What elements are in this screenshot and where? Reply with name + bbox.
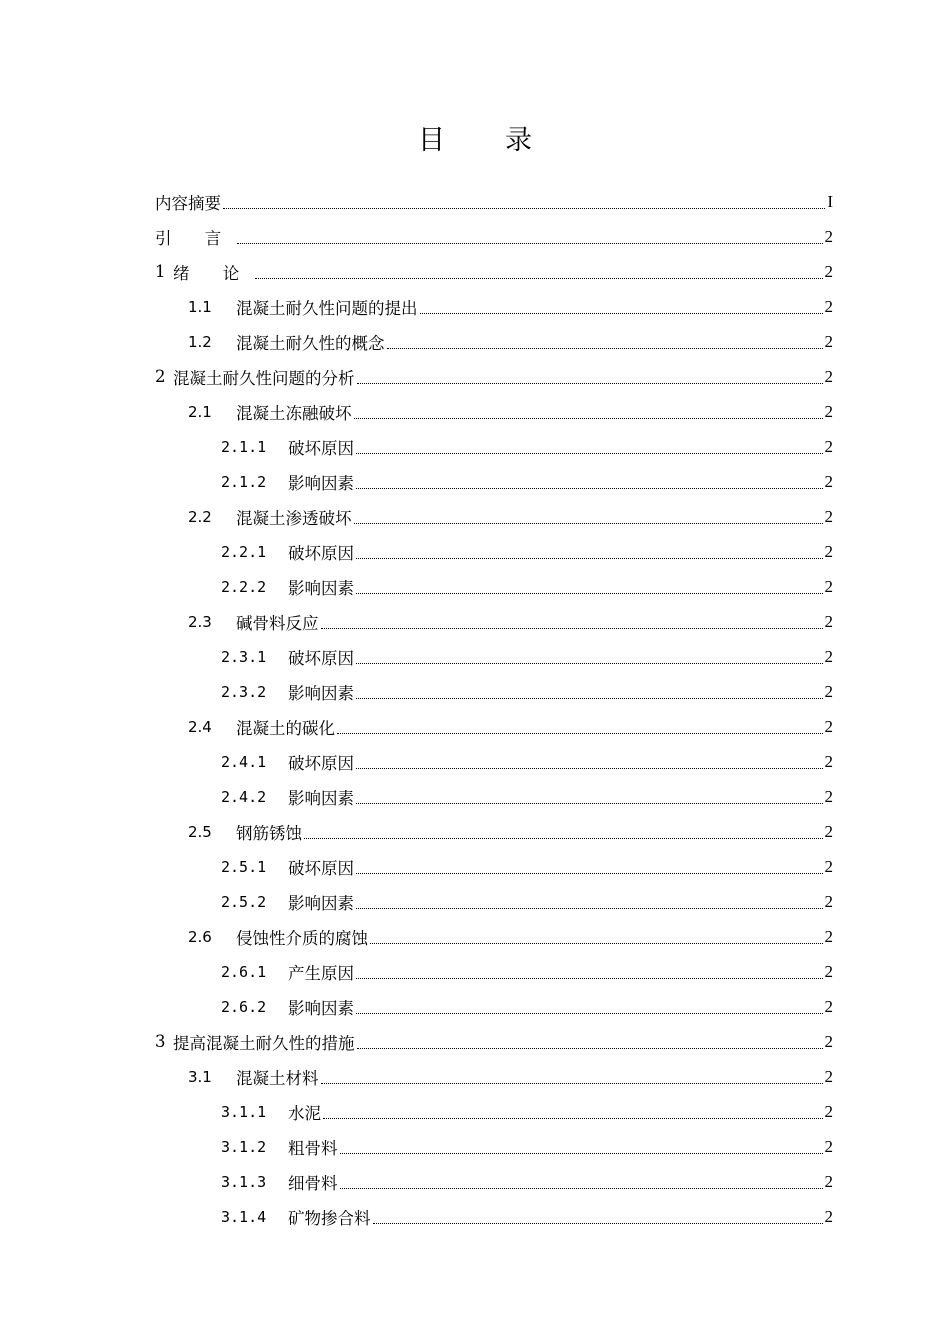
- toc-entry-text: 侵蚀性介质的腐蚀: [236, 928, 368, 948]
- toc-entry-page-number: 2: [824, 1066, 833, 1086]
- toc-title-char-2: 录: [505, 125, 532, 156]
- toc-entry-text: 引 言: [155, 228, 236, 248]
- toc-entry[interactable]: [155, 499, 833, 534]
- toc-entry[interactable]: [155, 849, 833, 884]
- toc-entry-text: 影响因素: [288, 473, 354, 493]
- toc-entry-page-number: 2: [824, 1206, 833, 1226]
- toc-entry-label: [155, 610, 319, 634]
- toc-entry[interactable]: [155, 569, 833, 604]
- toc-dot-leader: [255, 278, 822, 279]
- toc-dot-leader: [387, 348, 823, 349]
- toc-entry-text: 混凝土的碳化: [236, 718, 335, 738]
- toc-entry-page-number: 2: [824, 681, 833, 701]
- toc-entry[interactable]: [155, 674, 833, 709]
- toc-entry-page-number: 2: [824, 611, 833, 631]
- toc-entry-text: 细骨料: [288, 1173, 338, 1193]
- toc-dot-leader: [370, 943, 823, 944]
- toc-entry-label: [155, 435, 354, 459]
- toc-entry-page-number: I: [827, 191, 833, 211]
- toc-title: [0, 118, 950, 157]
- toc-entry-label: [155, 1100, 321, 1124]
- toc-entry-text: 影响因素: [288, 893, 354, 913]
- toc-entry-number: 2.3.2: [221, 682, 267, 701]
- toc-entry-page-number: 2: [824, 541, 833, 561]
- toc-entry[interactable]: [155, 534, 833, 569]
- toc-entry-text: 产生原因: [288, 963, 354, 983]
- toc-entry-text: 破坏原因: [288, 543, 354, 563]
- toc-entry-text: 破坏原因: [288, 438, 354, 458]
- toc-entry-page-number: 2: [824, 996, 833, 1016]
- toc-entry-page-number: 2: [824, 1136, 833, 1156]
- toc-entry-number: 2.6.2: [221, 997, 267, 1016]
- toc-entry-label: [155, 890, 354, 914]
- toc-entry[interactable]: [155, 1024, 833, 1059]
- toc-dot-leader: [356, 978, 823, 979]
- toc-entry[interactable]: [155, 1199, 833, 1234]
- toc-entry-page-number: 2: [824, 926, 833, 946]
- toc-title-char-1: 目: [418, 125, 445, 156]
- toc-entry[interactable]: [155, 1094, 833, 1129]
- toc-entry-number: 3.1.2: [221, 1137, 267, 1156]
- toc-entry-page-number: 2: [824, 821, 833, 841]
- toc-dot-leader: [323, 1118, 823, 1119]
- toc-entry-text: 矿物掺合料: [288, 1208, 371, 1228]
- toc-entry[interactable]: [155, 884, 833, 919]
- toc-entry-page-number: 2: [824, 506, 833, 526]
- toc-dot-leader: [356, 698, 823, 699]
- toc-dot-leader: [356, 663, 823, 664]
- toc-entry-text: 影响因素: [288, 788, 354, 808]
- table-of-contents: [155, 184, 833, 1234]
- toc-entry-text: 混凝土耐久性问题的分析: [173, 368, 355, 388]
- toc-dot-leader: [321, 628, 823, 629]
- toc-entry-label: [155, 400, 352, 424]
- toc-entry-text: 内容摘要: [155, 193, 221, 213]
- toc-entry-label: [155, 925, 368, 949]
- toc-entry-label: [155, 330, 385, 354]
- toc-entry-text: 混凝土耐久性问题的提出: [236, 298, 418, 318]
- toc-entry[interactable]: [155, 989, 833, 1024]
- toc-entry-text: 水泥: [288, 1103, 321, 1123]
- toc-entry-number: 2.5: [188, 822, 212, 841]
- toc-entry[interactable]: [155, 289, 833, 324]
- toc-dot-leader: [356, 488, 823, 489]
- toc-entry-number: 2.4.2: [221, 787, 267, 806]
- toc-dot-leader: [357, 1048, 823, 1049]
- toc-entry-page-number: 2: [824, 331, 833, 351]
- toc-entry-page-number: 2: [824, 716, 833, 736]
- toc-entry[interactable]: [155, 1059, 833, 1094]
- toc-entry-text: 影响因素: [288, 998, 354, 1018]
- toc-dot-leader: [340, 1153, 823, 1154]
- toc-entry-label: [155, 995, 354, 1019]
- toc-entry-text: 影响因素: [288, 683, 354, 703]
- toc-entry-label: [155, 960, 354, 984]
- toc-entry-number: 3: [155, 1032, 166, 1051]
- toc-entry[interactable]: [155, 359, 833, 394]
- toc-entry[interactable]: [155, 1164, 833, 1199]
- toc-entry-page-number: 2: [824, 436, 833, 456]
- toc-dot-leader: [357, 383, 823, 384]
- toc-entry-label: [155, 190, 221, 214]
- toc-entry-label: [155, 260, 253, 284]
- toc-dot-leader: [356, 803, 823, 804]
- toc-entry[interactable]: [155, 429, 833, 464]
- toc-entry-number: 2.3: [188, 612, 212, 631]
- toc-entry[interactable]: [155, 464, 833, 499]
- toc-entry-page-number: 2: [824, 786, 833, 806]
- toc-entry-number: 3.1.3: [221, 1172, 267, 1191]
- toc-entry-label: [155, 680, 354, 704]
- toc-entry-label: [155, 1030, 355, 1054]
- toc-dot-leader: [356, 768, 823, 769]
- toc-entry[interactable]: [155, 394, 833, 429]
- toc-dot-leader: [337, 733, 823, 734]
- toc-entry-text: 钢筋锈蚀: [236, 823, 302, 843]
- toc-entry[interactable]: [155, 254, 833, 289]
- toc-entry-number: 2.1.2: [221, 472, 267, 491]
- toc-entry[interactable]: [155, 219, 833, 254]
- toc-entry-text: 混凝土耐久性的概念: [236, 333, 385, 353]
- toc-dot-leader: [356, 593, 823, 594]
- toc-entry-label: [155, 365, 355, 389]
- toc-entry-text: 提高混凝土耐久性的措施: [173, 1033, 355, 1053]
- toc-entry-label: [155, 820, 302, 844]
- toc-entry[interactable]: [155, 814, 833, 849]
- toc-entry-text: 影响因素: [288, 578, 354, 598]
- toc-entry-number: 2.5.1: [221, 857, 267, 876]
- toc-entry-number: 2.4: [188, 717, 212, 736]
- toc-entry-label: [155, 575, 354, 599]
- toc-entry-page-number: 2: [824, 401, 833, 421]
- toc-entry[interactable]: [155, 604, 833, 639]
- toc-entry-text: 破坏原因: [288, 648, 354, 668]
- toc-entry-label: [155, 750, 354, 774]
- toc-dot-leader: [321, 1083, 823, 1084]
- toc-entry-number: 2.6: [188, 927, 212, 946]
- toc-entry-page-number: 2: [824, 226, 833, 246]
- toc-entry-label: [155, 470, 354, 494]
- toc-entry-label: [155, 645, 354, 669]
- toc-entry-page-number: 2: [824, 961, 833, 981]
- toc-entry-text: 破坏原因: [288, 753, 354, 773]
- toc-dot-leader: [420, 313, 823, 314]
- toc-entry-text: 破坏原因: [288, 858, 354, 878]
- toc-entry-number: 1: [155, 262, 166, 281]
- toc-entry-number: 2.2.2: [221, 577, 267, 596]
- toc-entry-label: [155, 295, 418, 319]
- toc-dot-leader: [354, 418, 823, 419]
- toc-dot-leader: [304, 838, 823, 839]
- toc-entry-page-number: 2: [824, 366, 833, 386]
- toc-entry-page-number: 2: [824, 646, 833, 666]
- toc-dot-leader: [356, 558, 823, 559]
- toc-entry-text: 碱骨料反应: [236, 613, 319, 633]
- toc-dot-leader: [356, 1013, 823, 1014]
- toc-entry-label: [155, 1170, 338, 1194]
- toc-dot-leader: [340, 1188, 823, 1189]
- toc-entry-page-number: 2: [824, 261, 833, 281]
- toc-entry-number: 3.1.1: [221, 1102, 267, 1121]
- toc-entry[interactable]: [155, 744, 833, 779]
- toc-entry-label: [155, 1135, 338, 1159]
- toc-entry-number: 2.1.1: [221, 437, 267, 456]
- toc-dot-leader: [223, 208, 825, 209]
- toc-entry-text: 混凝土冻融破坏: [236, 403, 352, 423]
- toc-entry[interactable]: [155, 919, 833, 954]
- toc-entry-page-number: 2: [824, 1101, 833, 1121]
- toc-entry-text: 绪 论: [173, 263, 254, 283]
- toc-entry-number: 1.1: [188, 297, 212, 316]
- toc-dot-leader: [373, 1223, 823, 1224]
- toc-entry-label: [155, 855, 354, 879]
- toc-dot-leader: [356, 873, 823, 874]
- toc-entry-page-number: 2: [824, 751, 833, 771]
- toc-entry-page-number: 2: [824, 576, 833, 596]
- toc-entry[interactable]: [155, 709, 833, 744]
- toc-entry-number: 2.5.2: [221, 892, 267, 911]
- toc-entry-number: 1.2: [188, 332, 212, 351]
- toc-entry-number: 2.1: [188, 402, 212, 421]
- toc-entry[interactable]: [155, 184, 833, 219]
- toc-entry-text: 混凝土材料: [236, 1068, 319, 1088]
- toc-entry-page-number: 2: [824, 1031, 833, 1051]
- toc-entry-label: [155, 540, 354, 564]
- toc-entry[interactable]: [155, 639, 833, 674]
- toc-entry-page-number: 2: [824, 471, 833, 491]
- toc-entry-number: 2.6.1: [221, 962, 267, 981]
- toc-entry-label: [155, 1065, 319, 1089]
- toc-entry-number: 2.4.1: [221, 752, 267, 771]
- toc-entry-label: [155, 505, 352, 529]
- toc-entry-label: [155, 225, 235, 249]
- toc-entry-text: 粗骨料: [288, 1138, 338, 1158]
- toc-entry-page-number: 2: [824, 891, 833, 911]
- toc-dot-leader: [356, 453, 823, 454]
- toc-entry[interactable]: [155, 324, 833, 359]
- toc-entry-text: 混凝土渗透破坏: [236, 508, 352, 528]
- toc-dot-leader: [356, 908, 823, 909]
- toc-entry[interactable]: [155, 1129, 833, 1164]
- toc-entry-number: 2: [155, 367, 166, 386]
- toc-entry[interactable]: [155, 954, 833, 989]
- toc-entry-page-number: 2: [824, 856, 833, 876]
- toc-entry-number: 2.3.1: [221, 647, 267, 666]
- toc-entry-label: [155, 785, 354, 809]
- toc-entry-number: 2.2.1: [221, 542, 267, 561]
- toc-entry-number: 3.1.4: [221, 1207, 267, 1226]
- toc-entry-label: [155, 715, 335, 739]
- toc-entry-number: 2.2: [188, 507, 212, 526]
- toc-dot-leader: [237, 243, 822, 244]
- toc-entry-number: 3.1: [188, 1067, 212, 1086]
- toc-entry-label: [155, 1205, 371, 1229]
- toc-entry-page-number: 2: [824, 296, 833, 316]
- toc-entry-page-number: 2: [824, 1171, 833, 1191]
- toc-dot-leader: [354, 523, 823, 524]
- toc-entry[interactable]: [155, 779, 833, 814]
